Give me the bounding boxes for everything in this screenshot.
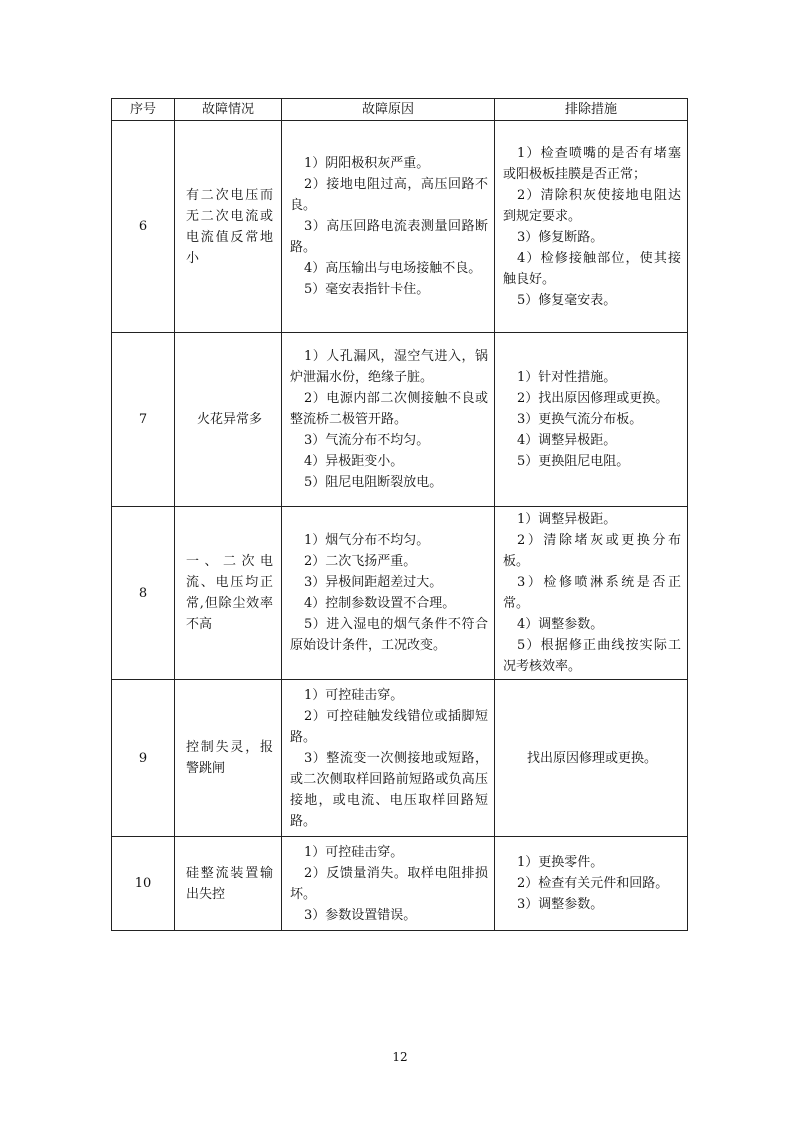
cause-item: 3）整流变一次侧接地或短路，或二次侧取样回路前短路或负高压接地，或电流、电压取样回路短路。 [290,750,488,829]
remedy-item: 4）检修接触部位，使其接触良好。 [503,250,681,287]
fault-causes [282,121,495,333]
remedy-item: 1）调整异极距。 [517,512,617,527]
row-number: 8 [112,507,175,680]
header-remedy: 排除措施 [495,99,688,121]
remedy-item: 3）更换气流分布板。 [517,412,643,427]
cause-item: 2）可控硅触发线错位或插脚短路。 [290,708,488,745]
cause-item: 5）阻尼电阻断裂放电。 [304,475,443,490]
fault-remedies [495,507,688,680]
fault-causes [282,680,495,837]
header-no: 序号 [112,99,175,121]
header-symptom: 故障情况 [175,99,282,121]
cause-item: 3）气流分布不均匀。 [304,433,430,448]
remedy-item: 1）更换零件。 [517,855,604,870]
remedy-item: 2）找出原因修理或更换。 [517,391,669,406]
table-row [112,507,688,680]
table-row [112,121,688,333]
remedy-item: 4）调整参数。 [517,617,604,632]
row-number: 9 [112,680,175,837]
remedy-item: 找出原因修理或更换。 [526,750,657,766]
fault-causes [282,507,495,680]
table-row [112,680,688,837]
table-row [112,837,688,931]
remedy-item: 2）清除堵灰或更换分布板。 [503,533,681,569]
remedy-item: 1）检查喷嘴的是否有堵塞或阳极板挂膜是否正常； [503,145,681,182]
fault-symptom: 硅整流装置输出失控 [175,837,282,931]
row-number: 7 [112,333,175,507]
fault-causes [282,837,495,931]
fault-symptom: 有二次电压而无二次电流或电流值反常地小 [175,121,282,333]
fault-remedies [495,333,688,507]
cause-item: 5）毫安表指针卡住。 [304,282,430,297]
page-number: 12 [392,1050,408,1064]
remedy-item: 3）调整参数。 [517,897,604,912]
row-number: 6 [112,121,175,333]
cause-item: 1）阴阳极积灰严重。 [304,156,430,171]
cause-item: 1）人孔漏风，湿空气进入，锅炉泄漏水份，绝缘子脏。 [290,349,488,385]
cause-item: 2）二次飞扬严重。 [304,554,417,569]
remedy-item: 3）修复断路。 [517,229,604,245]
header-cause: 故障原因 [282,99,495,121]
remedy-item: 1）针对性措施。 [517,370,617,385]
remedy-item: 3）检修喷淋系统是否正常。 [503,575,681,611]
row-number: 10 [112,837,175,931]
cause-item: 2）反馈量消失。取样电阻排损坏。 [290,865,488,902]
cause-item: 3）参数设置错误。 [304,907,417,923]
header-row [112,99,688,121]
fault-causes [282,333,495,507]
cause-item: 4）异极距变小。 [304,454,404,469]
cause-item: 1）可控硅击穿。 [304,844,404,860]
cause-item: 2）电源内部二次侧接触不良或整流桥二极管开路。 [290,391,488,427]
remedy-item: 2）检查有关元件和回路。 [517,876,669,891]
remedy-item: 2）清除积灰使接地电阻达到规定要求。 [503,187,681,224]
cause-item: 3）高压回路电流表测量回路断路。 [290,219,488,255]
cause-item: 3）异极间距超差过大。 [304,575,443,590]
cause-item: 5）进入湿电的烟气条件不符合原始设计条件，工况改变。 [290,617,488,653]
fault-table [111,98,688,931]
fault-symptom: 控制失灵，报警跳闸 [175,680,282,837]
cause-item: 4）高压输出与电场接触不良。 [304,261,482,276]
fault-remedies [495,837,688,931]
cause-item: 1）烟气分布不均匀。 [304,533,430,548]
remedy-item: 5）更换阻尼电阻。 [517,454,630,469]
fault-remedies [495,121,688,333]
cause-item: 2）接地电阻过高，高压回路不良。 [290,177,488,213]
cause-item: 4）控制参数设置不合理。 [304,596,456,611]
fault-symptom: 一、二次电流、电压均正常,但除尘效率不高 [175,507,282,680]
table-row [112,333,688,507]
remedy-item: 4）调整异极距。 [517,433,617,448]
cause-item: 1）可控硅击穿。 [304,687,404,703]
remedy-item: 5）根据修正曲线按实际工况考核效率。 [503,638,681,674]
fault-symptom: 火花异常多 [175,333,282,507]
fault-remedies [495,680,688,837]
remedy-item: 5）修复毫安表。 [517,292,617,308]
